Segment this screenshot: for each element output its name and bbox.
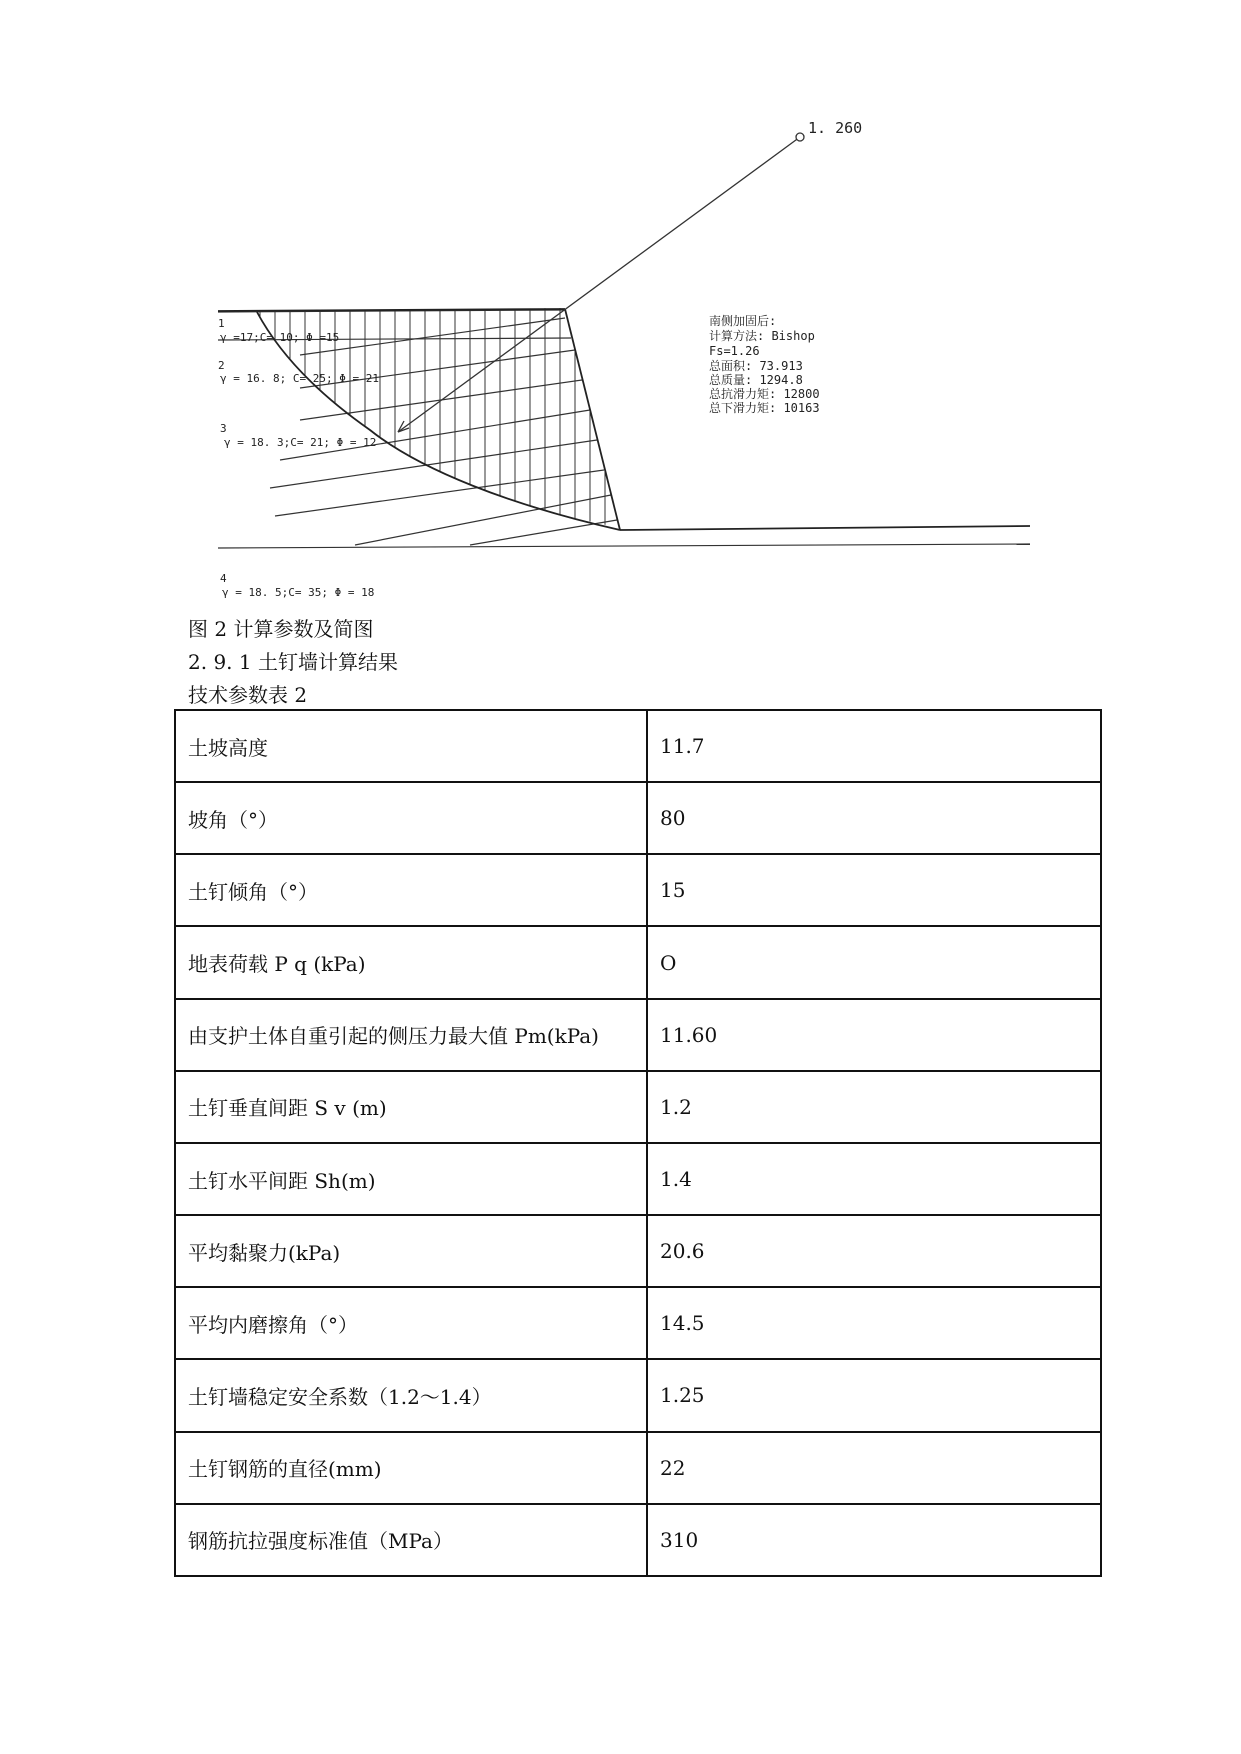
table-title: 技术参数表 2 (188, 683, 308, 707)
param-label: 钢筋抗拉强度标准值（MPa） (175, 1504, 647, 1576)
result-line: 总质量: 1294.8 (709, 373, 803, 387)
slope-profile (218, 309, 1030, 530)
param-label: 土钉水平间距 Sh(m) (175, 1143, 647, 1215)
layer-1-index: 1 (218, 317, 225, 330)
figure-caption: 图 2 计算参数及简图 (188, 617, 374, 641)
layer-4-params: γ = 18. 5;C= 35; Φ = 18 (222, 586, 375, 599)
result-line: 总下滑力矩: 10163 (709, 401, 820, 415)
table-row (175, 710, 1101, 782)
param-value: 80 (647, 782, 1101, 854)
param-value: 1.2 (647, 1071, 1101, 1143)
layer-labels (218, 317, 379, 599)
slip-center-label: 1. 260 (808, 119, 863, 137)
param-label: 坡角（°） (175, 782, 647, 854)
param-label: 土坡高度 (175, 710, 647, 782)
param-value: 1.4 (647, 1143, 1101, 1215)
technical-parameters-table (174, 709, 1102, 1577)
table-row (175, 1432, 1101, 1504)
layer-4-index: 4 (220, 572, 227, 585)
param-label: 地表荷载 P q (kPa) (175, 926, 647, 998)
table-row (175, 999, 1101, 1071)
table-row (175, 1215, 1101, 1287)
result-line: 总面积: 73.913 (709, 359, 803, 373)
table-row (175, 1359, 1101, 1431)
table-row (175, 782, 1101, 854)
slip-surface-arc (257, 312, 620, 530)
table-row (175, 1504, 1101, 1576)
param-label: 土钉垂直间距 S v (m) (175, 1071, 647, 1143)
param-value: 14.5 (647, 1287, 1101, 1359)
param-label: 土钉墙稳定安全系数（1.2～1.4） (175, 1359, 647, 1431)
slip-circle-center (796, 133, 804, 141)
layer-1-params: γ =17;C= 10; Φ =15 (220, 331, 340, 344)
param-value: 310 (647, 1504, 1101, 1576)
layer-3-index: 3 (220, 422, 227, 435)
table-row (175, 1071, 1101, 1143)
param-label: 土钉倾角（°） (175, 854, 647, 926)
section-heading: 2. 9. 1 土钉墙计算结果 (188, 650, 398, 674)
param-value: 11.60 (647, 999, 1101, 1071)
layer-2-index: 2 (218, 359, 225, 372)
param-value: 22 (647, 1432, 1101, 1504)
table-row (175, 1143, 1101, 1215)
table-row (175, 1287, 1101, 1359)
param-label: 平均内磨擦角（°） (175, 1287, 647, 1359)
slope-stability-figure (0, 0, 1241, 620)
param-value: 11.7 (647, 710, 1101, 782)
table-row (175, 926, 1101, 998)
slope-diagram (0, 0, 1241, 620)
result-line: 总抗滑力矩: 12800 (709, 387, 820, 401)
param-label: 由支护土体自重引起的侧压力最大值 Pm(kPa) (175, 999, 647, 1071)
param-value: 1.25 (647, 1359, 1101, 1431)
layer-boundaries (218, 310, 1030, 548)
layer-3-params: γ = 18. 3;C= 21; Φ = 12 (224, 436, 377, 449)
soil-nails (270, 318, 617, 545)
layer-2-params: γ = 16. 8; C= 25; Φ = 21 (220, 372, 379, 385)
param-value: O (647, 926, 1101, 998)
param-value: 20.6 (647, 1215, 1101, 1287)
param-value: 15 (647, 854, 1101, 926)
param-label: 平均黏聚力(kPa) (175, 1215, 647, 1287)
result-line: 南侧加固后: (709, 314, 777, 328)
table-row (175, 854, 1101, 926)
calc-results (709, 313, 820, 415)
param-label: 土钉钢筋的直径(mm) (175, 1432, 647, 1504)
result-line: 计算方法: Bishop (709, 329, 815, 343)
result-line: Fs=1.26 (709, 344, 760, 358)
